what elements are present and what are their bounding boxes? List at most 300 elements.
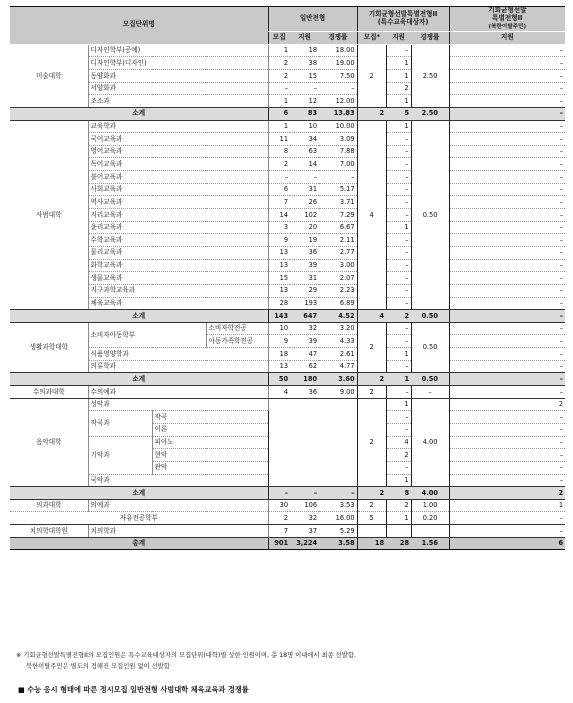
cell-special1-applicants: 1 <box>386 95 411 108</box>
cell-special2-applicants: – <box>449 234 565 247</box>
cell-special1-ratio: 0.20 <box>411 512 449 525</box>
table-body <box>10 44 565 550</box>
cell-special2-applicants: – <box>449 411 565 424</box>
cell-special1-applicants: 8 <box>386 487 411 500</box>
cell-special1-quota: 2 <box>357 386 386 399</box>
cell-special1-quota: 2 <box>357 107 386 120</box>
cell-general-ratio: 7.00 <box>319 158 357 171</box>
cell-special2-applicants: – <box>449 423 565 436</box>
cell-special2-applicants: – <box>449 70 565 83</box>
cell-general-ratio: 3.20 <box>319 322 357 335</box>
table-row <box>10 246 565 259</box>
cell-special2-applicants: – <box>449 246 565 259</box>
dept-consumer: 소비자아동학부 <box>88 322 206 347</box>
cell-special1-ratio: 2.50 <box>411 44 449 107</box>
cell-special2-applicants: 2 <box>449 398 565 411</box>
cell-general-quota: 11 <box>268 133 290 146</box>
total-label: 총계 <box>10 537 268 550</box>
dept-name: 사회교육과 <box>88 183 268 196</box>
header-special-2 <box>449 7 565 32</box>
table-row <box>10 95 565 108</box>
cell-general-quota: 6 <box>268 183 290 196</box>
cell-general-quota: 8 <box>268 145 290 158</box>
cell-special1-applicants: 4 <box>386 436 411 449</box>
cell-general-applicants: 83 <box>290 107 319 120</box>
cell-special1-quota: 2 <box>357 322 386 373</box>
dept-name: 의류학과 <box>88 360 268 373</box>
cell-general-ratio: 13.83 <box>319 107 357 120</box>
header-special-2-line2: 특별전형II <box>492 13 523 22</box>
dept-name: 불어교육과 <box>88 171 268 184</box>
cell-special2-applicants: – <box>449 436 565 449</box>
table-row <box>10 133 565 146</box>
cell-special1-ratio: 4.00 <box>411 398 449 486</box>
cell-general-ratio: 3.58 <box>319 537 357 550</box>
cell-special2-applicants: – <box>449 386 565 399</box>
table-row <box>10 398 565 411</box>
cell-general-applicants: 15 <box>290 70 319 83</box>
cell-general-applicants: 31 <box>290 183 319 196</box>
admissions-table-container <box>10 6 565 550</box>
cell-general-applicants: – <box>290 171 319 184</box>
header-special-2-line1: 기회균형선발 <box>488 6 527 14</box>
cell-general-quota: 50 <box>268 373 290 386</box>
cell-general-applicants: 32 <box>290 322 319 335</box>
cell-general-ratio: 19.00 <box>319 57 357 70</box>
cell-general-quota: 2 <box>268 512 290 525</box>
cell-general-quota: 9 <box>268 234 290 247</box>
cell-general-ratio: 3.09 <box>319 133 357 146</box>
cell-special2-applicants: – <box>449 512 565 525</box>
cell-special1-applicants: – <box>386 44 411 57</box>
cell-special2-applicants: 1 <box>449 499 565 512</box>
cell-special1-quota: 18 <box>357 537 386 550</box>
header-general: 일반전형 <box>268 7 357 32</box>
cell-special1-ratio: 4.00 <box>411 487 449 500</box>
dept-name: 지리교육과 <box>88 209 268 222</box>
cell-general-ratio: 3.53 <box>319 499 357 512</box>
dept-name: 성악과 <box>88 398 268 411</box>
cell-special1-applicants: 1 <box>386 70 411 83</box>
cell-general-quota: 13 <box>268 259 290 272</box>
college-art: 미술대학 <box>10 44 88 107</box>
dept-name: 화학교육과 <box>88 259 268 272</box>
cell-special1-ratio: 0.50 <box>411 120 449 310</box>
cell-special2-applicants: – <box>449 525 565 538</box>
cell-special2-applicants: – <box>449 107 565 120</box>
major-name: 작곡 <box>152 411 268 424</box>
cell-general-applicants: 29 <box>290 284 319 297</box>
college-vet: 수의과대학 <box>10 386 88 399</box>
cell-special1-applicants: – <box>386 411 411 424</box>
table-row <box>10 322 565 335</box>
table-row <box>10 145 565 158</box>
cell-general-applicants: 3,224 <box>290 537 319 550</box>
subtotal-row-edu <box>10 310 565 323</box>
cell-special1-ratio <box>411 525 449 538</box>
cell-general-ratio: 2.77 <box>319 246 357 259</box>
cell-special2-applicants: – <box>449 145 565 158</box>
cell-special2-applicants: – <box>449 297 565 310</box>
dept-name: 식품영양학과 <box>88 348 268 361</box>
cell-general-quota: 13 <box>268 360 290 373</box>
dept-name: 영어교육과 <box>88 145 268 158</box>
cell-special1-applicants: – <box>386 158 411 171</box>
cell-special1-applicants: 28 <box>386 537 411 550</box>
table-row <box>10 386 565 399</box>
cell-general-ratio: 7.50 <box>319 70 357 83</box>
cell-special1-applicants: 2 <box>386 499 411 512</box>
cell-general-ratio: 2.07 <box>319 272 357 285</box>
table-row <box>10 70 565 83</box>
dept-liberal: 자유전공학부 <box>10 512 268 525</box>
cell-special2-applicants: – <box>449 449 565 462</box>
cell-general-applicants: 26 <box>290 196 319 209</box>
table-row <box>10 360 565 373</box>
cell-special1-applicants: – <box>386 196 411 209</box>
cell-special2-applicants: – <box>449 272 565 285</box>
cell-general-applicants: 10 <box>290 120 319 133</box>
cell-special2-applicants: – <box>449 133 565 146</box>
cell-general-applicants: 63 <box>290 145 319 158</box>
cell-general-applicants: 19 <box>290 234 319 247</box>
cell-special2-applicants: – <box>449 196 565 209</box>
dept-composition: 작곡과 <box>88 411 152 436</box>
cell-general-applicants: – <box>290 487 319 500</box>
cell-general-applicants: 36 <box>290 246 319 259</box>
subtotal-label: 소계 <box>10 310 268 323</box>
college-edu: 사범대학 <box>10 120 88 310</box>
college-dent: 치의학대학원 <box>10 525 88 538</box>
major-name: 아동가족학전공 <box>206 335 268 348</box>
cell-general-applicants: – <box>290 82 319 95</box>
header-general-quota: 모집 <box>268 31 290 44</box>
table-row <box>10 196 565 209</box>
subtotal-label: 소계 <box>10 107 268 120</box>
cell-special1-applicants: – <box>386 386 411 399</box>
cell-general-applicants: 39 <box>290 259 319 272</box>
table-row <box>10 234 565 247</box>
cell-special1-applicants: – <box>386 171 411 184</box>
cell-general-ratio: 7.29 <box>319 209 357 222</box>
total-row <box>10 537 565 550</box>
dept-name: 물리교육과 <box>88 246 268 259</box>
major-name: 피아노 <box>152 436 268 449</box>
cell-special2-applicants: – <box>449 335 565 348</box>
table-row <box>10 57 565 70</box>
cell-general-quota: 13 <box>268 284 290 297</box>
cell-general-applicants: 32 <box>290 512 319 525</box>
cell-special1-quota: 5 <box>357 512 386 525</box>
cell-general-quota: 2 <box>268 57 290 70</box>
cell-special2-applicants: – <box>449 284 565 297</box>
table-row <box>10 272 565 285</box>
cell-special2-applicants: – <box>449 209 565 222</box>
header-special-1-applicants: 지원 <box>386 31 411 44</box>
cell-special1-applicants: 1 <box>386 373 411 386</box>
dept-name: 지구과학교육과 <box>88 284 268 297</box>
cell-general-applicants: 34 <box>290 133 319 146</box>
major-name: 현악 <box>152 449 268 462</box>
cell-general-quota: 6 <box>268 107 290 120</box>
dept-name: 독어교육과 <box>88 158 268 171</box>
header-special-1-line1: 기회균형선발특별전형II <box>368 9 438 18</box>
cell-general-applicants: 193 <box>290 297 319 310</box>
major-name: 소비자학전공 <box>206 322 268 335</box>
cell-general-ratio: 3.00 <box>319 259 357 272</box>
cell-special2-applicants: – <box>449 259 565 272</box>
cell-general-ratio: 3.71 <box>319 196 357 209</box>
cell-special1-applicants: – <box>386 272 411 285</box>
cell-general-ratio: 18.00 <box>319 44 357 57</box>
cell-general-applicants: 180 <box>290 373 319 386</box>
cell-special1-quota: 4 <box>357 310 386 323</box>
dept-name: 국악과 <box>88 474 268 487</box>
college-life: 생활과학대학 <box>10 322 88 373</box>
cell-special1-applicants: – <box>386 234 411 247</box>
table-row <box>10 221 565 234</box>
cell-general-applicants: 14 <box>290 158 319 171</box>
cell-general-applicants: 18 <box>290 44 319 57</box>
cell-special1-applicants: 1 <box>386 512 411 525</box>
cell-special1-applicants: – <box>386 284 411 297</box>
cell-special1-quota: 2 <box>357 44 386 107</box>
cell-general-ratio: 2.23 <box>319 284 357 297</box>
dept-name: 윤리교육과 <box>88 221 268 234</box>
table-row <box>10 284 565 297</box>
cell-special1-ratio: 1.56 <box>411 537 449 550</box>
cell-general-quota: 10 <box>268 322 290 335</box>
header-special-1-quota: 모집* <box>357 31 386 44</box>
cell-special1-applicants: – <box>386 259 411 272</box>
cell-general-ratio: 5.17 <box>319 183 357 196</box>
dept-name: 의예과 <box>88 499 268 512</box>
cell-general-quota: 7 <box>268 525 290 538</box>
table-row <box>10 209 565 222</box>
cell-general-quota: 7 <box>268 196 290 209</box>
cell-general-applicants: 39 <box>290 335 319 348</box>
cell-general-quota: 4 <box>268 386 290 399</box>
table-row <box>10 259 565 272</box>
table-row <box>10 297 565 310</box>
subtotal-row-art <box>10 107 565 120</box>
table-row <box>10 44 565 57</box>
cell-special2-applicants: – <box>449 474 565 487</box>
dept-name: 역사교육과 <box>88 196 268 209</box>
cell-special1-applicants: – <box>386 360 411 373</box>
header-special-2-applicants: 지원 <box>449 31 565 44</box>
header-general-ratio: 경쟁률 <box>319 31 357 44</box>
cell-special1-applicants: 5 <box>386 107 411 120</box>
dept-name: 생물교육과 <box>88 272 268 285</box>
general-empty-music <box>268 398 357 486</box>
college-music: 음악대학 <box>10 398 88 486</box>
cell-general-ratio: 10.00 <box>319 120 357 133</box>
cell-special1-applicants: – <box>386 246 411 259</box>
cell-general-ratio: 5.29 <box>319 525 357 538</box>
cell-general-ratio: 4.77 <box>319 360 357 373</box>
footnote-line-2: 북한이탈주민은 별도의 정해진 모집인원 없이 선발함 <box>26 663 170 670</box>
cell-general-applicants: 106 <box>290 499 319 512</box>
cell-general-ratio: – <box>319 171 357 184</box>
cell-special2-applicants: 6 <box>449 537 565 550</box>
cell-general-applicants: 62 <box>290 360 319 373</box>
cell-special1-applicants: – <box>386 209 411 222</box>
major-name: 이론 <box>152 423 268 436</box>
table-row <box>10 525 565 538</box>
cell-general-ratio: 4.52 <box>319 310 357 323</box>
cell-special2-applicants: – <box>449 322 565 335</box>
admissions-competition-table <box>10 6 565 550</box>
cell-general-quota: 2 <box>268 158 290 171</box>
cell-general-quota: 14 <box>268 209 290 222</box>
college-med: 의과대학 <box>10 499 88 512</box>
subtotal-row-music <box>10 487 565 500</box>
header-special-2-line3: (북한이탈주민) <box>488 23 527 30</box>
cell-general-applicants: 47 <box>290 348 319 361</box>
cell-general-quota: 30 <box>268 499 290 512</box>
cell-special2-applicants: – <box>449 461 565 474</box>
cell-special1-quota: 2 <box>357 487 386 500</box>
cell-special1-quota: 2 <box>357 398 386 486</box>
cell-special2-applicants: – <box>449 82 565 95</box>
table-row <box>10 171 565 184</box>
cell-general-applicants: 12 <box>290 95 319 108</box>
cell-special2-applicants: – <box>449 183 565 196</box>
cell-general-applicants: 102 <box>290 209 319 222</box>
cell-special1-applicants <box>386 525 411 538</box>
cell-general-quota: – <box>268 487 290 500</box>
table-row <box>10 512 565 525</box>
cell-special2-applicants: – <box>449 348 565 361</box>
cell-special1-applicants: – <box>386 183 411 196</box>
cell-general-quota: 1 <box>268 95 290 108</box>
cell-special1-applicants: – <box>386 297 411 310</box>
dept-name: 교육학과 <box>88 120 268 133</box>
cell-special1-quota <box>357 525 386 538</box>
cell-special1-ratio: 0.50 <box>411 373 449 386</box>
header-general-applicants: 지원 <box>290 31 319 44</box>
cell-special1-applicants: 1 <box>386 398 411 411</box>
dept-name: 조소과 <box>88 95 268 108</box>
cell-general-quota: 28 <box>268 297 290 310</box>
dept-name: 서양화과 <box>88 82 268 95</box>
cell-special1-applicants: 2 <box>386 82 411 95</box>
cell-general-applicants: 20 <box>290 221 319 234</box>
cell-general-ratio: 3.60 <box>319 373 357 386</box>
cell-general-quota: 3 <box>268 221 290 234</box>
cell-special2-applicants: – <box>449 57 565 70</box>
table-row <box>10 82 565 95</box>
dept-name: 디자인학부(공예) <box>88 44 268 57</box>
cell-special1-applicants: 1 <box>386 120 411 133</box>
cell-special1-ratio: 1.00 <box>411 499 449 512</box>
cell-special1-ratio: 2.50 <box>411 107 449 120</box>
cell-special2-applicants: – <box>449 171 565 184</box>
cell-special2-applicants: 2 <box>449 487 565 500</box>
dept-name: 동양화과 <box>88 70 268 83</box>
cell-special2-applicants: – <box>449 310 565 323</box>
dept-name: 국어교육과 <box>88 133 268 146</box>
cell-special1-applicants: 2 <box>386 310 411 323</box>
header-special-1-ratio: 경쟁률 <box>411 31 449 44</box>
header-special-1-line2: (특수교육대상자) <box>377 17 429 26</box>
cell-special2-applicants: – <box>449 158 565 171</box>
table-row <box>10 158 565 171</box>
cell-special1-applicants: – <box>386 145 411 158</box>
cell-special2-applicants: – <box>449 360 565 373</box>
cell-general-ratio: – <box>319 82 357 95</box>
cell-special1-applicants: – <box>386 133 411 146</box>
cell-special1-applicants: 1 <box>386 348 411 361</box>
cell-general-quota: 18 <box>268 348 290 361</box>
table-row <box>10 183 565 196</box>
cell-general-ratio: 6.67 <box>319 221 357 234</box>
cell-special2-applicants: – <box>449 373 565 386</box>
cell-special1-applicants: 1 <box>386 474 411 487</box>
header-unit: 모집단위명 <box>10 7 268 45</box>
subtotal-label: 소계 <box>10 373 268 386</box>
next-section-caption: ■ 수능 응시 형태에 따른 정시모집 일반전형 사범대학 체육교육과 경쟁률 <box>18 685 249 694</box>
cell-special1-applicants: 2 <box>386 449 411 462</box>
cell-general-quota: 9 <box>268 335 290 348</box>
dept-name: 체육교육과 <box>88 297 268 310</box>
cell-general-applicants: 647 <box>290 310 319 323</box>
cell-special1-ratio: – <box>411 386 449 399</box>
cell-special2-applicants: – <box>449 120 565 133</box>
cell-general-ratio: 6.89 <box>319 297 357 310</box>
table-row <box>10 348 565 361</box>
dept-name: 치의학과 <box>88 525 268 538</box>
cell-special1-applicants: – <box>386 322 411 335</box>
cell-general-ratio: 16.00 <box>319 512 357 525</box>
cell-special2-applicants: – <box>449 44 565 57</box>
cell-general-quota: 901 <box>268 537 290 550</box>
dept-instrument: 기악과 <box>88 436 152 474</box>
header-special-1 <box>357 7 449 32</box>
cell-general-ratio: 2.61 <box>319 348 357 361</box>
cell-general-quota: – <box>268 171 290 184</box>
subtotal-row-life <box>10 373 565 386</box>
cell-general-applicants: 36 <box>290 386 319 399</box>
cell-general-ratio: 9.00 <box>319 386 357 399</box>
cell-special1-quota: 2 <box>357 499 386 512</box>
footnote-line-1: ※ 기회균형선발특별전형II의 모집인원은 특수교육대상자의 모집단위(대학)별 상한 인원이며, 총 18명 이내에서 최종 선발함. <box>16 652 356 659</box>
cell-general-quota: 143 <box>268 310 290 323</box>
cell-special1-applicants: 1 <box>386 57 411 70</box>
cell-general-ratio: 2.11 <box>319 234 357 247</box>
subtotal-label: 소계 <box>10 487 268 500</box>
cell-general-ratio: 4.33 <box>319 335 357 348</box>
cell-general-applicants: 38 <box>290 57 319 70</box>
cell-general-quota: 1 <box>268 120 290 133</box>
cell-general-quota: 1 <box>268 44 290 57</box>
cell-special1-applicants: – <box>386 461 411 474</box>
cell-special1-ratio: 0.50 <box>411 322 449 373</box>
cell-special1-ratio: 0.50 <box>411 310 449 323</box>
cell-general-quota: 15 <box>268 272 290 285</box>
footnote <box>16 650 561 672</box>
table-row <box>10 120 565 133</box>
cell-special2-applicants: – <box>449 95 565 108</box>
dept-name: 수학교육과 <box>88 234 268 247</box>
cell-special1-applicants: – <box>386 335 411 348</box>
cell-general-quota: 2 <box>268 70 290 83</box>
cell-general-ratio: 12.00 <box>319 95 357 108</box>
cell-general-quota: 13 <box>268 246 290 259</box>
table-row <box>10 499 565 512</box>
cell-general-ratio: – <box>319 487 357 500</box>
